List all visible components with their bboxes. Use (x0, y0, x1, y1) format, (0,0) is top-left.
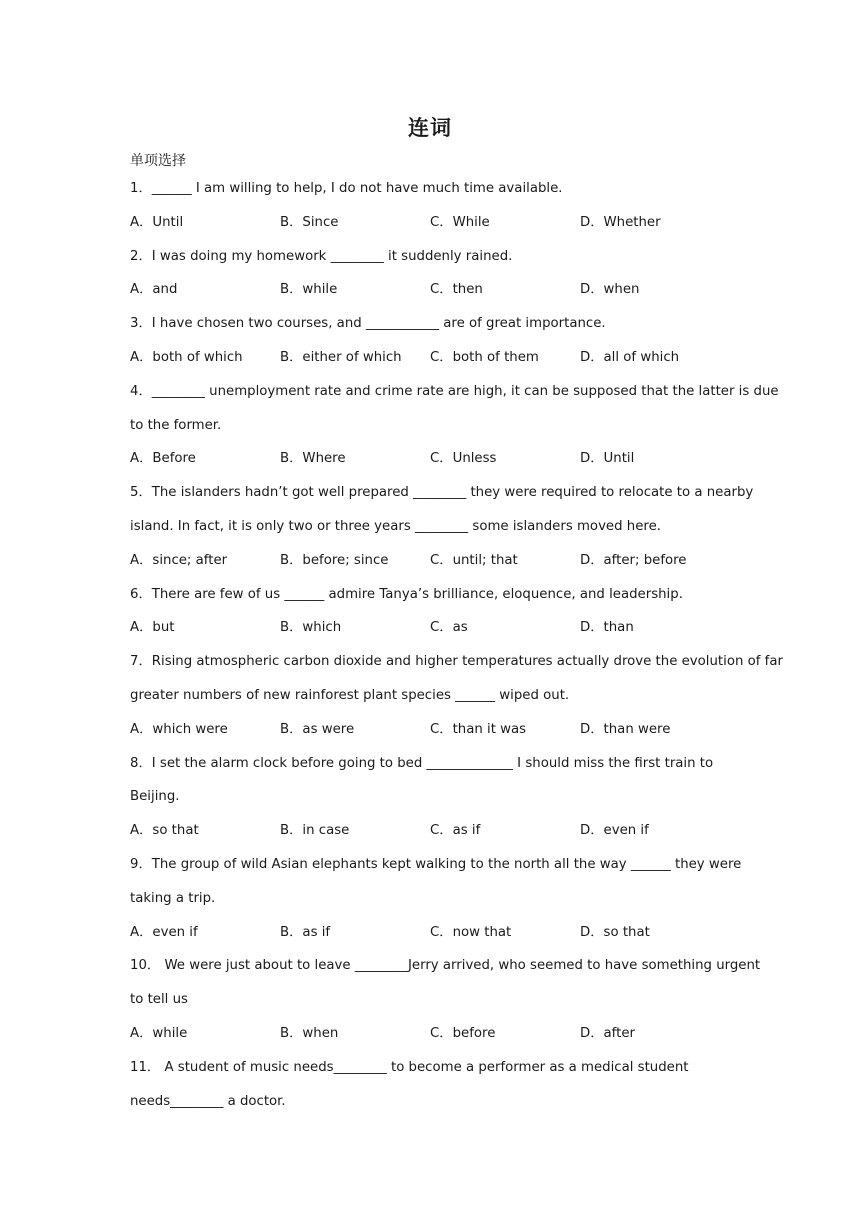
question-text-line: 11． A student of music needs________ to become a performer as a medical student (130, 1059, 689, 1075)
answer-option: D．even if (580, 823, 649, 839)
question-text-line: 8．I set the alarm clock before going to bed _____________ I should miss the first train to (130, 755, 714, 771)
answer-option: A．which were (130, 721, 228, 737)
answer-option: D．after; before (580, 552, 687, 568)
answer-options (130, 619, 740, 637)
answer-option: C．now that (430, 924, 512, 940)
answer-option: B．which (280, 620, 342, 636)
question-text-line: 1．______ I am willing to help, I do not have much time available. (130, 181, 563, 196)
section-heading: 单项选择 (130, 153, 186, 169)
answer-option: D．all of which (580, 350, 680, 365)
question-text-line: 10． We were just about to leave ________Jerry arrived, who seemed to have something urgent (130, 958, 761, 974)
question-text-line: island. In fact, it is only two or three years ________ some islanders moved here. (130, 519, 661, 534)
answer-option: C．While (430, 214, 490, 230)
question-text-line: needs________ a doctor. (130, 1093, 286, 1109)
question-text-line: 9．The group of wild Asian elephants kept walking to the north all the way ______ they were (130, 857, 742, 872)
answer-options (130, 721, 740, 739)
question-text-line: to the former. (130, 417, 222, 433)
question-text-line: 6．There are few of us ______ admire Tanya’s brilliance, eloquence, and leadership. (130, 586, 683, 602)
answer-option: D．Until (580, 451, 635, 467)
answer-option: D．Whether (580, 214, 661, 230)
question-text-line: 5．The islanders hadn’t got well prepared ________ they were required to relocate to a nearby (130, 485, 754, 501)
answer-option: C．then (430, 282, 483, 298)
answer-option: D．when (580, 282, 640, 298)
question-text-line: greater numbers of new rainforest plant species ______ wiped out. (130, 688, 570, 703)
answer-options (130, 450, 740, 468)
answer-options (130, 1025, 740, 1043)
answer-options (130, 822, 740, 840)
answer-option: B．as were (280, 721, 355, 737)
answer-option: C．before (430, 1026, 496, 1041)
answer-options (130, 924, 740, 942)
answer-option: B．Since (280, 214, 339, 230)
answer-option: D．so that (580, 924, 650, 940)
answer-options (130, 552, 740, 570)
answer-option: A．while (130, 1026, 188, 1041)
answer-option: A．Until (130, 214, 184, 230)
answer-options (130, 349, 740, 367)
answer-option: B．either of which (280, 350, 402, 365)
question-text-line: to tell us (130, 992, 188, 1008)
answer-option: C．as (430, 620, 468, 636)
answer-option: C．as if (430, 823, 481, 839)
answer-option: B．before; since (280, 552, 389, 568)
answer-option: A．both of which (130, 350, 243, 365)
answer-option: B．in case (280, 823, 350, 839)
answer-option: A．Before (130, 451, 196, 467)
answer-option: D．after (580, 1026, 635, 1041)
answer-option: B．while (280, 282, 338, 298)
answer-option: C．than it was (430, 721, 527, 737)
answer-option: A．but (130, 620, 175, 636)
question-text-line: taking a trip. (130, 890, 216, 906)
answer-option: A．and (130, 282, 178, 298)
page-title: 连词 (408, 116, 452, 140)
question-text-line: Beijing. (130, 789, 180, 805)
answer-option: C．Unless (430, 451, 497, 467)
question-text-line: 2．I was doing my homework ________ it suddenly rained. (130, 248, 513, 264)
answer-option: B．Where (280, 451, 346, 467)
answer-option: A．even if (130, 924, 198, 940)
question-text-line: 3．I have chosen two courses, and ___________ are of great importance. (130, 316, 606, 332)
answer-option: A．so that (130, 823, 199, 839)
question-text-line: 4．________ unemployment rate and crime rate are high, it can be supposed that the latter is due (130, 383, 779, 399)
answer-options (130, 281, 740, 299)
answer-option: C．until; that (430, 552, 518, 568)
answer-option: B．when (280, 1026, 339, 1041)
answer-options (130, 214, 740, 232)
answer-option: A．since; after (130, 552, 228, 568)
answer-option: B．as if (280, 924, 331, 940)
answer-option: C．both of them (430, 350, 539, 365)
question-text-line: 7．Rising atmospheric carbon dioxide and higher temperatures actually drove the evolution of far (130, 654, 783, 670)
answer-option: D．than (580, 620, 634, 636)
answer-option: D．than were (580, 721, 671, 737)
